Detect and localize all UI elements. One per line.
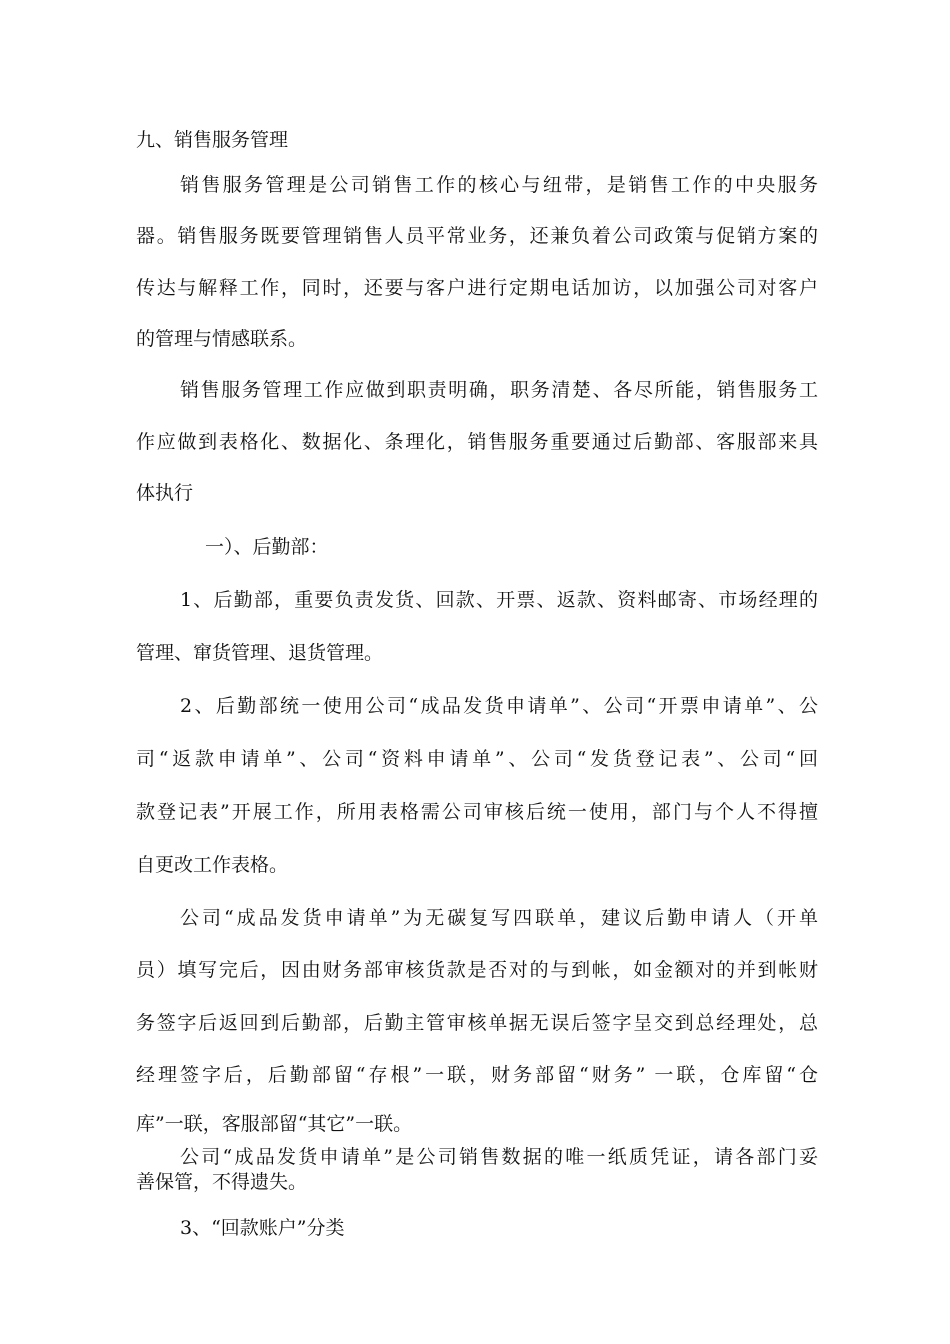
- paragraph-line: 善保管，不得遗失。: [136, 1171, 308, 1193]
- paragraph-line: 公司“成品发货申请单”为无碳复写四联单，建议后勤申请人（开单: [180, 907, 818, 929]
- sub-heading: 一）、后勤部：: [205, 536, 329, 558]
- list-item-line: 1、后勤部，重要负责发货、回款、开票、返款、资料邮寄、市场经理的: [180, 589, 818, 611]
- paragraph-line: 公司“成品发货申请单”是公司销售数据的唯一纸质凭证，请各部门妥: [180, 1146, 818, 1168]
- paragraph-line: 器。销售服务既要管理销售人员平常业务，还兼负着公司政策与促销方案的: [136, 225, 818, 247]
- paragraph-line: 库”一联，客服部留“其它”一联。: [136, 1113, 413, 1135]
- list-item-line: 管理、窜货管理、退货管理。: [136, 642, 384, 664]
- paragraph-line: 体执行: [136, 482, 194, 504]
- section-heading: 九、销售服务管理: [136, 129, 289, 151]
- list-item-line: 3、“回款账户”分类: [180, 1217, 345, 1239]
- paragraph-line: 作应做到表格化、数据化、条理化，销售服务重要通过后勤部、客服部来具: [136, 431, 818, 453]
- paragraph-line: 员）填写完后，因由财务部审核货款是否对的与到帐，如金额对的并到帐财: [136, 959, 818, 981]
- paragraph-line: 的管理与情感联系。: [136, 328, 308, 350]
- paragraph-line: 销售服务管理工作应做到职责明确，职务清楚、各尽所能，销售服务工: [180, 379, 818, 401]
- paragraph-line: 务签字后返回到后勤部，后勤主管审核单据无误后签字呈交到总经理处，总: [136, 1012, 818, 1034]
- paragraph-line: 传达与解释工作，同时，还要与客户进行定期电话加访，以加强公司对客户: [136, 277, 818, 299]
- list-item-line: 自更改工作表格。: [136, 854, 289, 876]
- list-item-line: 款登记表”开展工作，所用表格需公司审核后统一使用，部门与个人不得擅: [136, 801, 818, 823]
- list-item-line: 司“返款申请单”、公司“资料申请单”、公司“发货登记表”、公司“回: [136, 748, 818, 770]
- list-item-line: 2、后勤部统一使用公司“成品发货申请单”、公司“开票申请单”、公: [180, 695, 818, 717]
- paragraph-line: 销售服务管理是公司销售工作的核心与纽带，是销售工作的中央服务: [180, 174, 818, 196]
- paragraph-line: 经理签字后，后勤部留“存根”一联，财务部留“财务” 一联，仓库留“仓: [136, 1064, 818, 1086]
